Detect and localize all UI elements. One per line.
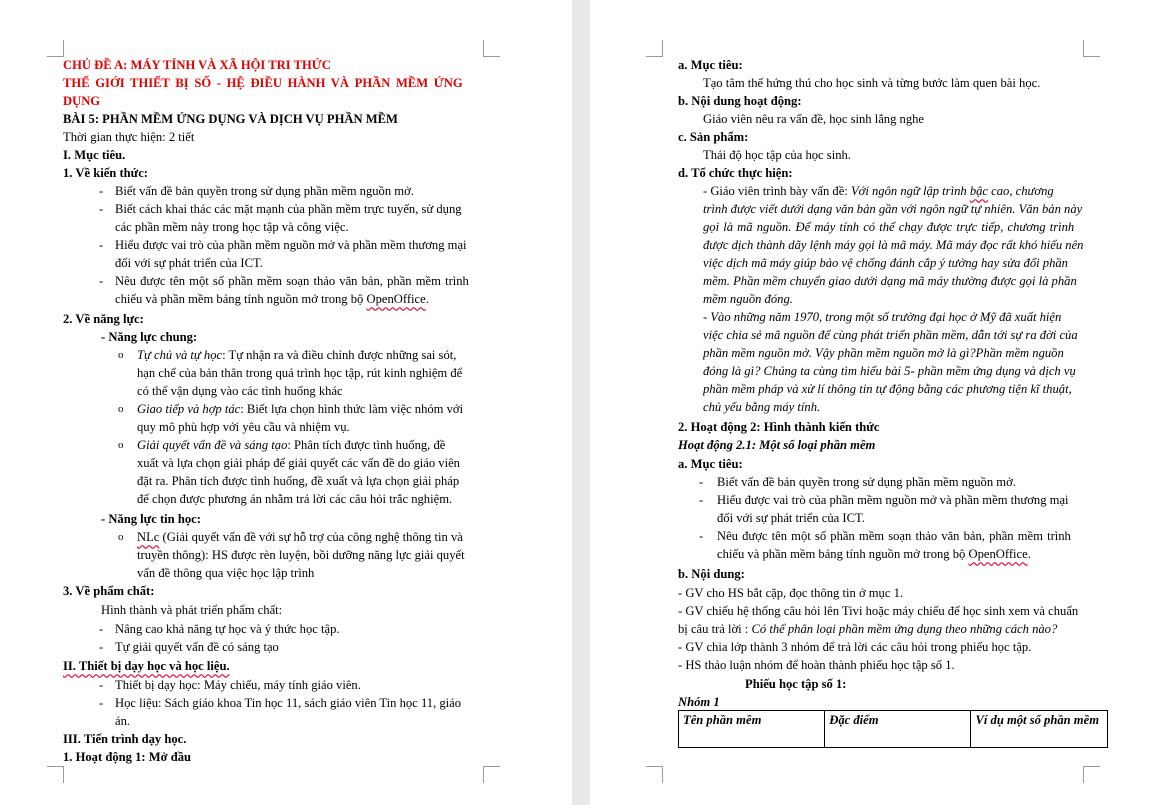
quality-item: Nâng cao khả năng tự học và ý thức học tập.	[115, 622, 340, 636]
paragraph-line: đóng là gì? Chúng ta cùng tìm hiểu bài 5- phần mềm ứng dụng và dịch vụ	[703, 364, 1076, 378]
equipment-item: Học liệu: Sách giáo khoa Tin học 11, sách giáo viên Tin học 11, giáo	[115, 696, 462, 710]
content-step: - GV chia lớp thành 3 nhóm để trả lời các câu hỏi trong phiếu học tập.	[678, 640, 1032, 654]
competency-item: Tự chủ và tự học: Tự nhận ra và điều chỉnh được những sai sót,	[137, 348, 457, 362]
bullet-circle: o	[118, 439, 124, 451]
product-heading: c. Sản phẩm:	[678, 130, 749, 144]
group-label: Nhóm 1	[678, 695, 720, 709]
chapter-heading: THẾ GIỚI THIẾT BỊ SỐ - HỆ ĐIỀU HÀNH VÀ PHẦN MỀM ỨNG	[63, 76, 463, 90]
bullet-dash: -	[699, 475, 704, 489]
paragraph-line: mềm. Phần mềm chuyển giao dưới dạng mã máy thường được gọi là phần	[703, 274, 1077, 288]
it-competency-heading: - Năng lực tin học:	[101, 512, 201, 526]
margin-corner-bottom-right	[483, 766, 500, 783]
paragraph-line: việc dịch mã máy giúp bảo vệ chống đánh cắp ý tưởng hay sửa đổi phần	[703, 256, 1068, 270]
worksheet-title: Phiếu học tập số 1:	[745, 677, 847, 691]
activity-1-heading: 1. Hoạt động 1: Mở đầu	[63, 750, 192, 764]
content-step: - GV cho HS bắt cặp, đọc thông tin ở mục 1.	[678, 586, 904, 600]
margin-corner-bottom-left	[47, 766, 64, 783]
paragraph-line: việc chia sẻ mã nguồn để cùng phát triển phần mềm, dẫn tới sự ra đời của	[703, 328, 1078, 342]
product-text: Thái độ học tập của học sinh.	[703, 148, 851, 162]
knowledge-item: Nêu được tên một số phần mềm soạn thảo văn bản, phần mềm trình	[115, 274, 469, 288]
paragraph-line: phần mềm nguồn mở. Vậy phần mềm nguồn mở là gì?Phần mềm nguồn	[703, 346, 1064, 360]
bullet-dash: -	[99, 202, 104, 216]
qualities-intro: Hình thành và phát triển phẩm chất:	[101, 603, 283, 617]
competency-item-cont: hạn chế của bản thân trong quá trình học tập, rút kinh nghiệm để	[137, 366, 463, 380]
paragraph-line: phần mềm pháp và xử lí thông tin tự động bằng các phương tiện kĩ thuật,	[703, 382, 1072, 396]
bullet-dash: -	[699, 529, 704, 543]
bullet-dash: -	[99, 274, 104, 288]
content-heading: b. Nội dung:	[678, 567, 745, 581]
content-heading: b. Nội dung hoạt động:	[678, 94, 802, 108]
paragraph-line: chủ yếu bằng máy tính.	[703, 400, 821, 414]
knowledge-item-cont: chiếu và phần mềm bảng tính nguồn mở trong bộ OpenOffice.	[115, 292, 429, 306]
objective-item-cont: đối với sự phát triển của ICT.	[717, 511, 865, 525]
margin-corner-top-right	[483, 40, 500, 57]
paragraph-line: - Vào những năm 1970, trong một số trường đại học ở Mỹ đã xuất hiện	[703, 310, 1062, 324]
knowledge-item-cont: các phần mềm này trong học tập và công việc.	[115, 220, 349, 234]
paragraph-line: trình được viết dưới dạng văn bản gần với ngôn ngữ tự nhiên. Văn bản này	[703, 202, 1083, 216]
topic-heading: CHỦ ĐỀ A: MÁY TÍNH VÀ XÃ HỘI TRI THỨC	[63, 58, 331, 72]
paragraph-line: gọi là mã nguồn. Để máy tính có thể chạy được trực tiếp, chương trình	[703, 220, 1075, 234]
bullet-circle: o	[118, 349, 124, 361]
knowledge-item: Biết cách khai thác các mặt mạnh của phần mềm trực tuyến, sử dụng	[115, 202, 462, 216]
bullet-dash: -	[99, 696, 104, 710]
subsection-qualities: 3. Về phẩm chất:	[63, 584, 155, 598]
paragraph-line: mềm nguồn đóng.	[703, 292, 793, 306]
margin-corner-bottom-right	[1083, 766, 1100, 783]
spellcheck-word: OpenOffice	[968, 547, 1028, 561]
margin-corner-top-left	[646, 40, 663, 57]
bullet-dash: -	[99, 678, 104, 692]
lesson-title: BÀI 5: PHẦN MỀM ỨNG DỤNG VÀ DỊCH VỤ PHẦN MỀM	[63, 112, 398, 126]
duration-text: Thời gian thực hiện: 2 tiết	[63, 130, 195, 144]
equipment-item: Thiết bị dạy học: Máy chiếu, máy tính giáo viên.	[115, 678, 361, 692]
table-header-row	[679, 711, 1108, 748]
knowledge-item: Biết vấn đề bản quyền trong sử dụng phần mềm nguồn mở.	[115, 184, 414, 198]
document-page-1	[0, 0, 572, 805]
spellcheck-word: OpenOffice	[366, 292, 426, 306]
competency-item-cont: truyền thông): HS được rèn luyện, bồi dưỡng năng lực giải quyết	[137, 548, 465, 562]
objective-item: Biết vấn đề bản quyền trong sử dụng phần mềm nguồn mở.	[717, 475, 1016, 489]
competency-item-cont: đặt ra. Phân tích được tình huống, đề xuất và lựa chọn giải pháp	[137, 474, 460, 488]
activity-2-1-heading: Hoạt động 2.1: Một số loại phần mềm	[678, 438, 876, 452]
competency-item-cont: xuất và lựa chọn giải pháp để giải quyết các vấn đề do giáo viên	[137, 456, 460, 470]
subsection-competency: 2. Về năng lực:	[63, 312, 144, 326]
objective-text: Tạo tâm thế hứng thú cho học sinh và từng bước làm quen bài học.	[703, 76, 1041, 90]
competency-item: NLc (Giải quyết vấn đề với sự hỗ trợ của công nghệ thông tin và	[137, 530, 463, 544]
content-text: Giáo viên nêu ra vấn đề, học sinh lắng nghe	[703, 112, 925, 126]
chapter-heading-cont: DỤNG	[63, 94, 101, 108]
bullet-circle: o	[118, 531, 124, 543]
objective-item: Nêu được tên một số phần mềm soạn thảo văn bản, phần mềm trình	[717, 529, 1071, 543]
table-header-cell: Ví dụ một số phần mềm	[971, 711, 1108, 748]
competency-item-cont: để chọn được phương án nhằm trả lời các câu hỏi trắc nghiệm.	[137, 492, 453, 506]
bullet-dash: -	[99, 640, 104, 654]
activity-2-heading: 2. Hoạt động 2: Hình thành kiến thức	[678, 420, 880, 434]
content-step: - HS thảo luận nhóm để hoàn thành phiếu học tập số 1.	[678, 658, 955, 672]
equipment-item-cont: án.	[115, 714, 131, 728]
objective-item: Hiểu được vai trò của phần mềm nguồn mở và phần mềm thương mại	[717, 493, 1069, 507]
subsection-knowledge: 1. Về kiến thức:	[63, 166, 148, 180]
paragraph-line: được dịch thành dãy lệnh máy gọi là mã máy. Mã máy đọc rất khó hiểu nên	[703, 238, 1084, 252]
bullet-dash: -	[99, 622, 104, 636]
general-competency-heading: - Năng lực chung:	[101, 330, 198, 344]
competency-item-cont: vấn đề thông qua việc học lập trình	[137, 566, 315, 580]
document-page-2	[590, 0, 1159, 805]
margin-corner-top-left	[47, 40, 64, 57]
competency-item-cont: quy mô phù hợp với yêu cầu và nhiệm vụ.	[137, 420, 350, 434]
bullet-dash: -	[699, 493, 704, 507]
paragraph-line: - Giáo viên trình bày vấn đề: Với ngôn ngữ lập trình bậc cao, chương	[703, 184, 1054, 198]
objective-heading: a. Mục tiêu:	[678, 457, 743, 471]
content-step: - GV chiếu hệ thống câu hỏi lên Tivi hoặc máy chiếu để học sinh xem và chuẩn	[678, 604, 1079, 618]
margin-corner-bottom-left	[646, 766, 663, 783]
worksheet-table	[678, 710, 1108, 748]
knowledge-item-cont: đối với sự phát triển của ICT.	[115, 256, 263, 270]
objective-heading: a. Mục tiêu:	[678, 58, 743, 72]
margin-corner-top-right	[1083, 40, 1100, 57]
bullet-dash: -	[99, 238, 104, 252]
quality-item: Tự giải quyết vấn đề có sáng tạo	[115, 640, 279, 654]
knowledge-item: Hiểu được vai trò của phần mềm nguồn mở và phần mềm thương mại	[115, 238, 467, 252]
competency-item: Giải quyết vấn đề và sáng tạo: Phân tích được tình huống, đề	[137, 438, 446, 452]
competency-item: Giao tiếp và hợp tác: Biết lựa chọn hình thức làm việc nhóm với	[137, 402, 464, 416]
content-step-cont: bị câu trả lời : Có thể phân loại phần mềm ứng dụng theo những cách nào?	[678, 622, 1058, 636]
section-procedure: III. Tiến trình dạy học.	[63, 732, 187, 746]
organization-heading: d. Tổ chức thực hiện:	[678, 166, 793, 180]
competency-item-cont: có thể vận dụng vào các tình huống khác	[137, 384, 343, 398]
table-header-cell: Tên phần mềm	[679, 711, 825, 748]
section-equipment: II. Thiết bị dạy học và học liệu.	[63, 659, 230, 673]
table-header-cell: Đặc điểm	[825, 711, 971, 748]
section-objectives: I. Mục tiêu.	[63, 148, 126, 162]
bullet-dash: -	[99, 184, 104, 198]
bullet-circle: o	[118, 403, 124, 415]
objective-item-cont: chiếu và phần mềm bảng tính nguồn mở trong bộ OpenOffice.	[717, 547, 1031, 561]
